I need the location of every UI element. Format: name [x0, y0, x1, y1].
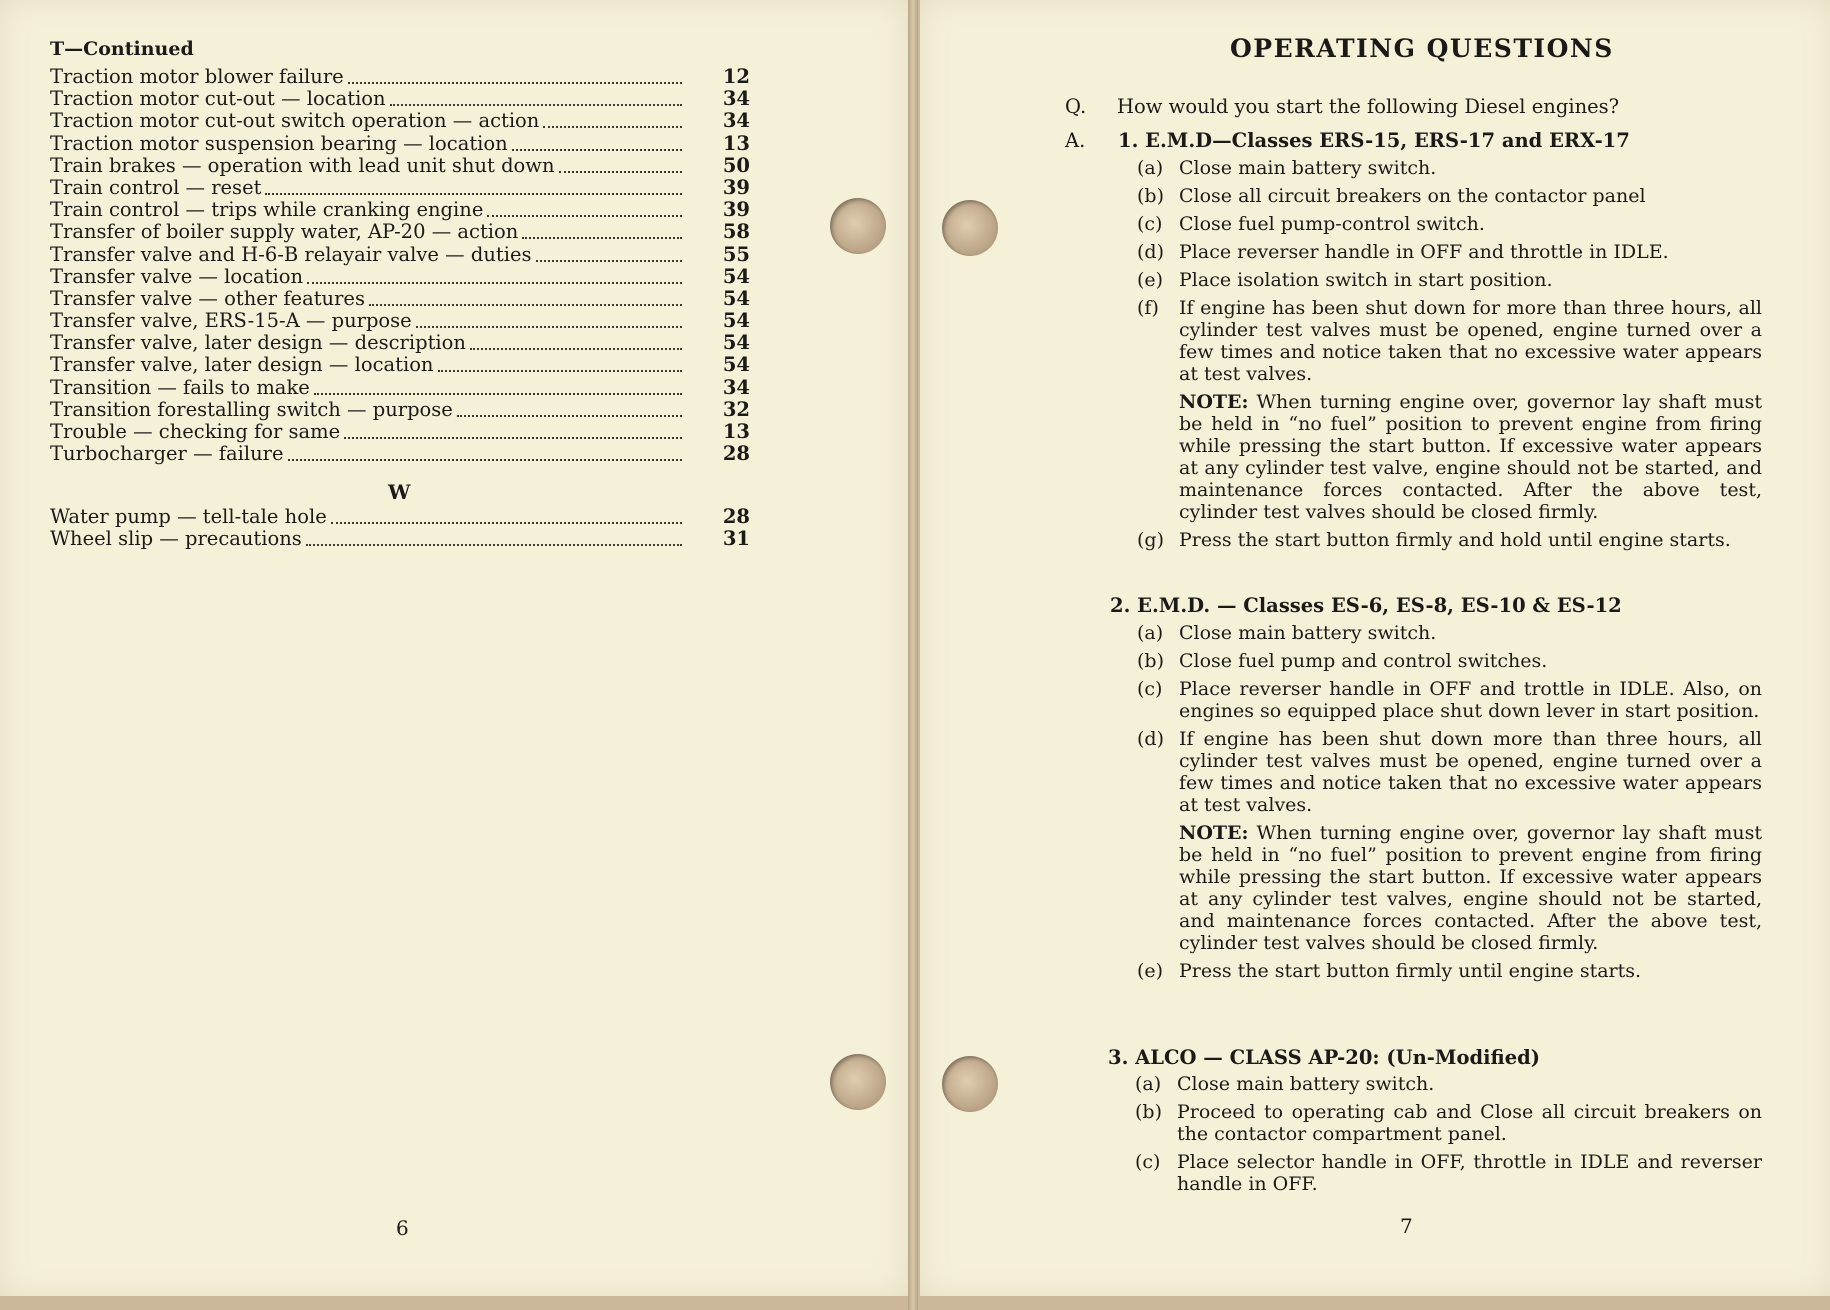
step-text: Close fuel pump and control switches.: [1179, 650, 1548, 672]
page-title: OPERATING QUESTIONS: [1230, 34, 1614, 63]
step-letter: (c): [1137, 678, 1163, 700]
step: [1137, 622, 1762, 644]
index-entry-page: 34: [722, 375, 750, 399]
index-entry: [50, 88, 750, 110]
answer-label-text: A.: [1065, 129, 1086, 152]
index-entry: [50, 199, 750, 221]
page-number-right: 7: [1400, 1214, 1413, 1238]
step-letter: (g): [1137, 529, 1164, 551]
step-letter: (d): [1137, 241, 1164, 263]
step: [1137, 241, 1762, 263]
step-letter: (a): [1137, 157, 1164, 179]
index-entry-text: Transfer valve and H-6-B relayair valve — duties: [50, 242, 532, 266]
section-2-steps: [1137, 622, 1762, 988]
index-entry: [50, 310, 750, 332]
step-text: Proceed to operating cab and Close all circuit breakers on the contactor compartment panel.: [1177, 1101, 1762, 1145]
leader-dots: [348, 68, 682, 84]
step: [1137, 297, 1762, 385]
index-entry-text: Traction motor cut-out — location: [50, 87, 386, 111]
step-letter: (a): [1137, 622, 1164, 644]
index-entry-text: Water pump — tell-tale hole: [50, 505, 327, 528]
index-entry-text: Transfer valve, later design — location: [50, 353, 434, 377]
step-text: Close all circuit breakers on the contactor panel: [1179, 185, 1646, 207]
step: [1137, 678, 1762, 722]
index-entry-text: Traction motor blower failure: [50, 65, 344, 88]
leader-dots: [369, 290, 682, 306]
index-entry-page: 39: [722, 198, 750, 222]
leader-dots: [306, 530, 682, 546]
left-page: [0, 0, 911, 1296]
leader-dots: [559, 157, 682, 173]
punch-hole: [830, 1054, 886, 1110]
index-entry: [50, 528, 750, 550]
index-entry: [50, 177, 750, 199]
note-text: When turning engine over, governor lay shaft must be held in “no fuel” position to prevent engine from firing while pressing the start button. If excessive water appears at any cylinder test valve, engine should not be started, and maintenance forces contacted. After the above test, cylinder test valves should be closed firmly.: [1179, 391, 1762, 523]
step-letter: (d): [1137, 728, 1164, 750]
step-text: Place reverser handle in OFF and throttle in IDLE.: [1179, 241, 1669, 263]
index-entry: [50, 110, 750, 132]
index-entry-page: 34: [722, 87, 750, 111]
leader-dots: [390, 90, 682, 106]
index-entry: [50, 354, 750, 376]
index-entry-page: 54: [722, 264, 750, 288]
index-entry: [50, 266, 750, 288]
answer-label: [1065, 130, 1117, 152]
step-text: Press the start button firmly and hold until engine starts.: [1179, 529, 1731, 551]
leader-dots: [438, 356, 683, 372]
index-entry-page: 54: [722, 286, 750, 310]
leader-dots: [470, 334, 682, 350]
index-entry-text: Transfer valve — other features: [50, 286, 365, 310]
index-entry-text: Transfer valve, later design — description: [50, 331, 466, 355]
index-entry-page: 54: [722, 353, 750, 377]
question-text: How would you start the following Diesel engines?: [1117, 95, 1620, 118]
step: [1135, 1101, 1762, 1145]
leader-dots: [536, 246, 682, 262]
index-list-t: [50, 66, 750, 465]
step: [1137, 213, 1762, 235]
step-letter: (b): [1135, 1101, 1162, 1123]
index-entry: [50, 399, 750, 421]
step-text: Close main battery switch.: [1177, 1073, 1435, 1095]
step: [1137, 650, 1762, 672]
step-text: Place isolation switch in start position.: [1179, 269, 1553, 291]
step-text: Close fuel pump-control switch.: [1179, 213, 1485, 235]
index-entry-text: Turbocharger — failure: [50, 442, 284, 466]
index-entry-text: Traction motor cut-out switch operation — action: [50, 109, 540, 133]
index-entry-page: 12: [722, 65, 750, 88]
step: [1137, 728, 1762, 816]
step-letter: (b): [1137, 185, 1164, 207]
index-entry-page: 55: [722, 242, 750, 266]
note-label: NOTE:: [1179, 822, 1249, 844]
step: [1137, 157, 1762, 179]
step: [1137, 960, 1762, 982]
question-label: Q.: [1065, 95, 1087, 118]
index-entry-page: 54: [722, 331, 750, 355]
index-entry-page: 39: [722, 175, 750, 199]
step: [1137, 185, 1762, 207]
step-text: Place reverser handle in OFF and trottle in IDLE. Also, on engines so equipped place shut down lever in start position.: [1179, 678, 1762, 722]
step-letter: (f): [1137, 297, 1159, 319]
index-entry-text: Train control — reset: [50, 175, 262, 199]
step-text: Press the start button firmly until engine starts.: [1179, 960, 1642, 982]
punch-hole: [942, 200, 998, 256]
index-entry: [50, 221, 750, 243]
note: [1179, 391, 1762, 523]
leader-dots: [307, 268, 682, 284]
step-letter: (c): [1137, 213, 1163, 235]
index-list-w: [50, 506, 750, 550]
book-gutter: [908, 0, 918, 1310]
index-entry-text: Wheel slip — precautions: [50, 527, 302, 551]
leader-dots: [416, 312, 682, 328]
step-letter: (e): [1137, 960, 1164, 982]
step: [1137, 529, 1762, 551]
step-text: If engine has been shut down for more than three hours, all cylinder test valves must be opened, engine turned over a few times and notice taken that no excessive water appears at test valves.: [1179, 297, 1762, 385]
question: [1065, 96, 1619, 118]
section-1-steps: [1137, 157, 1762, 557]
section-3-steps: [1135, 1073, 1762, 1201]
index-entry: [50, 377, 750, 399]
leader-dots: [457, 401, 682, 417]
leader-dots: [314, 379, 682, 395]
leader-dots: [265, 179, 682, 195]
index-entry-page: 28: [722, 505, 750, 528]
index-entry-text: Transfer of boiler supply water, AP-20 — action: [50, 220, 519, 244]
step-text: Close main battery switch.: [1179, 157, 1437, 179]
step-letter: (b): [1137, 650, 1164, 672]
step-text: Close main battery switch.: [1179, 622, 1437, 644]
section-3-heading: 3. ALCO — CLASS AP-20: (Un-Modified): [1108, 1046, 1540, 1069]
index-entry-text: Trouble — checking for same: [50, 420, 341, 443]
index-entry: [50, 421, 750, 443]
index-entry: [50, 244, 750, 266]
note: [1179, 822, 1762, 954]
leader-dots: [543, 112, 682, 128]
index-entry-page: 54: [722, 309, 750, 333]
index-entry-page: 50: [722, 153, 750, 177]
index-entry: [50, 443, 750, 465]
index-entry-page: 34: [722, 109, 750, 133]
index-entry-page: 58: [722, 220, 750, 244]
index-entry: [50, 133, 750, 155]
leader-dots: [512, 135, 682, 151]
step: [1135, 1073, 1762, 1095]
index-letter-w: W: [388, 480, 411, 504]
step-letter: (a): [1135, 1073, 1162, 1095]
index-entry-text: Transition — fails to make: [50, 375, 310, 399]
leader-dots: [331, 508, 682, 524]
step-text: Place selector handle in OFF, throttle in IDLE and reverser handle in OFF.: [1177, 1151, 1762, 1195]
index-entry-page: 28: [722, 442, 750, 466]
index-entry: [50, 288, 750, 310]
leader-dots: [487, 201, 682, 217]
index-entry-page: 31: [722, 527, 750, 551]
note-text: When turning engine over, governor lay shaft must be held in “no fuel” position to prevent engine from firing while pressing the start button. If excessive water appears at any cylinder test valves, engine should not be started, and maintenance forces contacted. After the above test, cylinder test valves should be closed firmly.: [1179, 822, 1762, 954]
punch-hole: [942, 1056, 998, 1112]
index-entry-text: Transition forestalling switch — purpose: [50, 397, 453, 421]
index-entry-text: Transfer valve, ERS-15-A — purpose: [50, 309, 412, 333]
leader-dots: [288, 445, 682, 461]
page-number-left: 6: [396, 1216, 409, 1240]
index-heading: T—Continued: [50, 38, 194, 60]
step-letter: (c): [1135, 1151, 1161, 1173]
punch-hole: [830, 198, 886, 254]
step-letter: (e): [1137, 269, 1164, 291]
index-entry-page: 32: [722, 397, 750, 421]
section-2-heading: 2. E.M.D. — Classes ES-6, ES-8, ES-10 & ES-12: [1110, 594, 1622, 617]
leader-dots: [522, 223, 682, 239]
index-entry: [50, 66, 750, 88]
step-text: If engine has been shut down more than three hours, all cylinder test valves must be opened, engine turned over a few times and notice taken that no excessive water appears at test valves.: [1179, 728, 1762, 816]
leader-dots: [344, 423, 682, 439]
step: [1137, 269, 1762, 291]
index-entry-page: 13: [722, 131, 750, 155]
index-entry-text: Train control — trips while cranking engine: [50, 198, 484, 222]
index-entry-text: Transfer valve — location: [50, 264, 304, 288]
index-entry: [50, 332, 750, 354]
index-entry-text: Traction motor suspension bearing — location: [50, 131, 508, 155]
note-label: NOTE:: [1179, 391, 1249, 413]
index-entry: [50, 506, 750, 528]
section-1-heading: 1. E.M.D—Classes ERS-15, ERS-17 and ERX-17: [1118, 129, 1630, 152]
step: [1135, 1151, 1762, 1195]
index-entry-page: 13: [722, 420, 750, 443]
index-entry-text: Train brakes — operation with lead unit shut down: [50, 153, 555, 177]
index-entry: [50, 155, 750, 177]
